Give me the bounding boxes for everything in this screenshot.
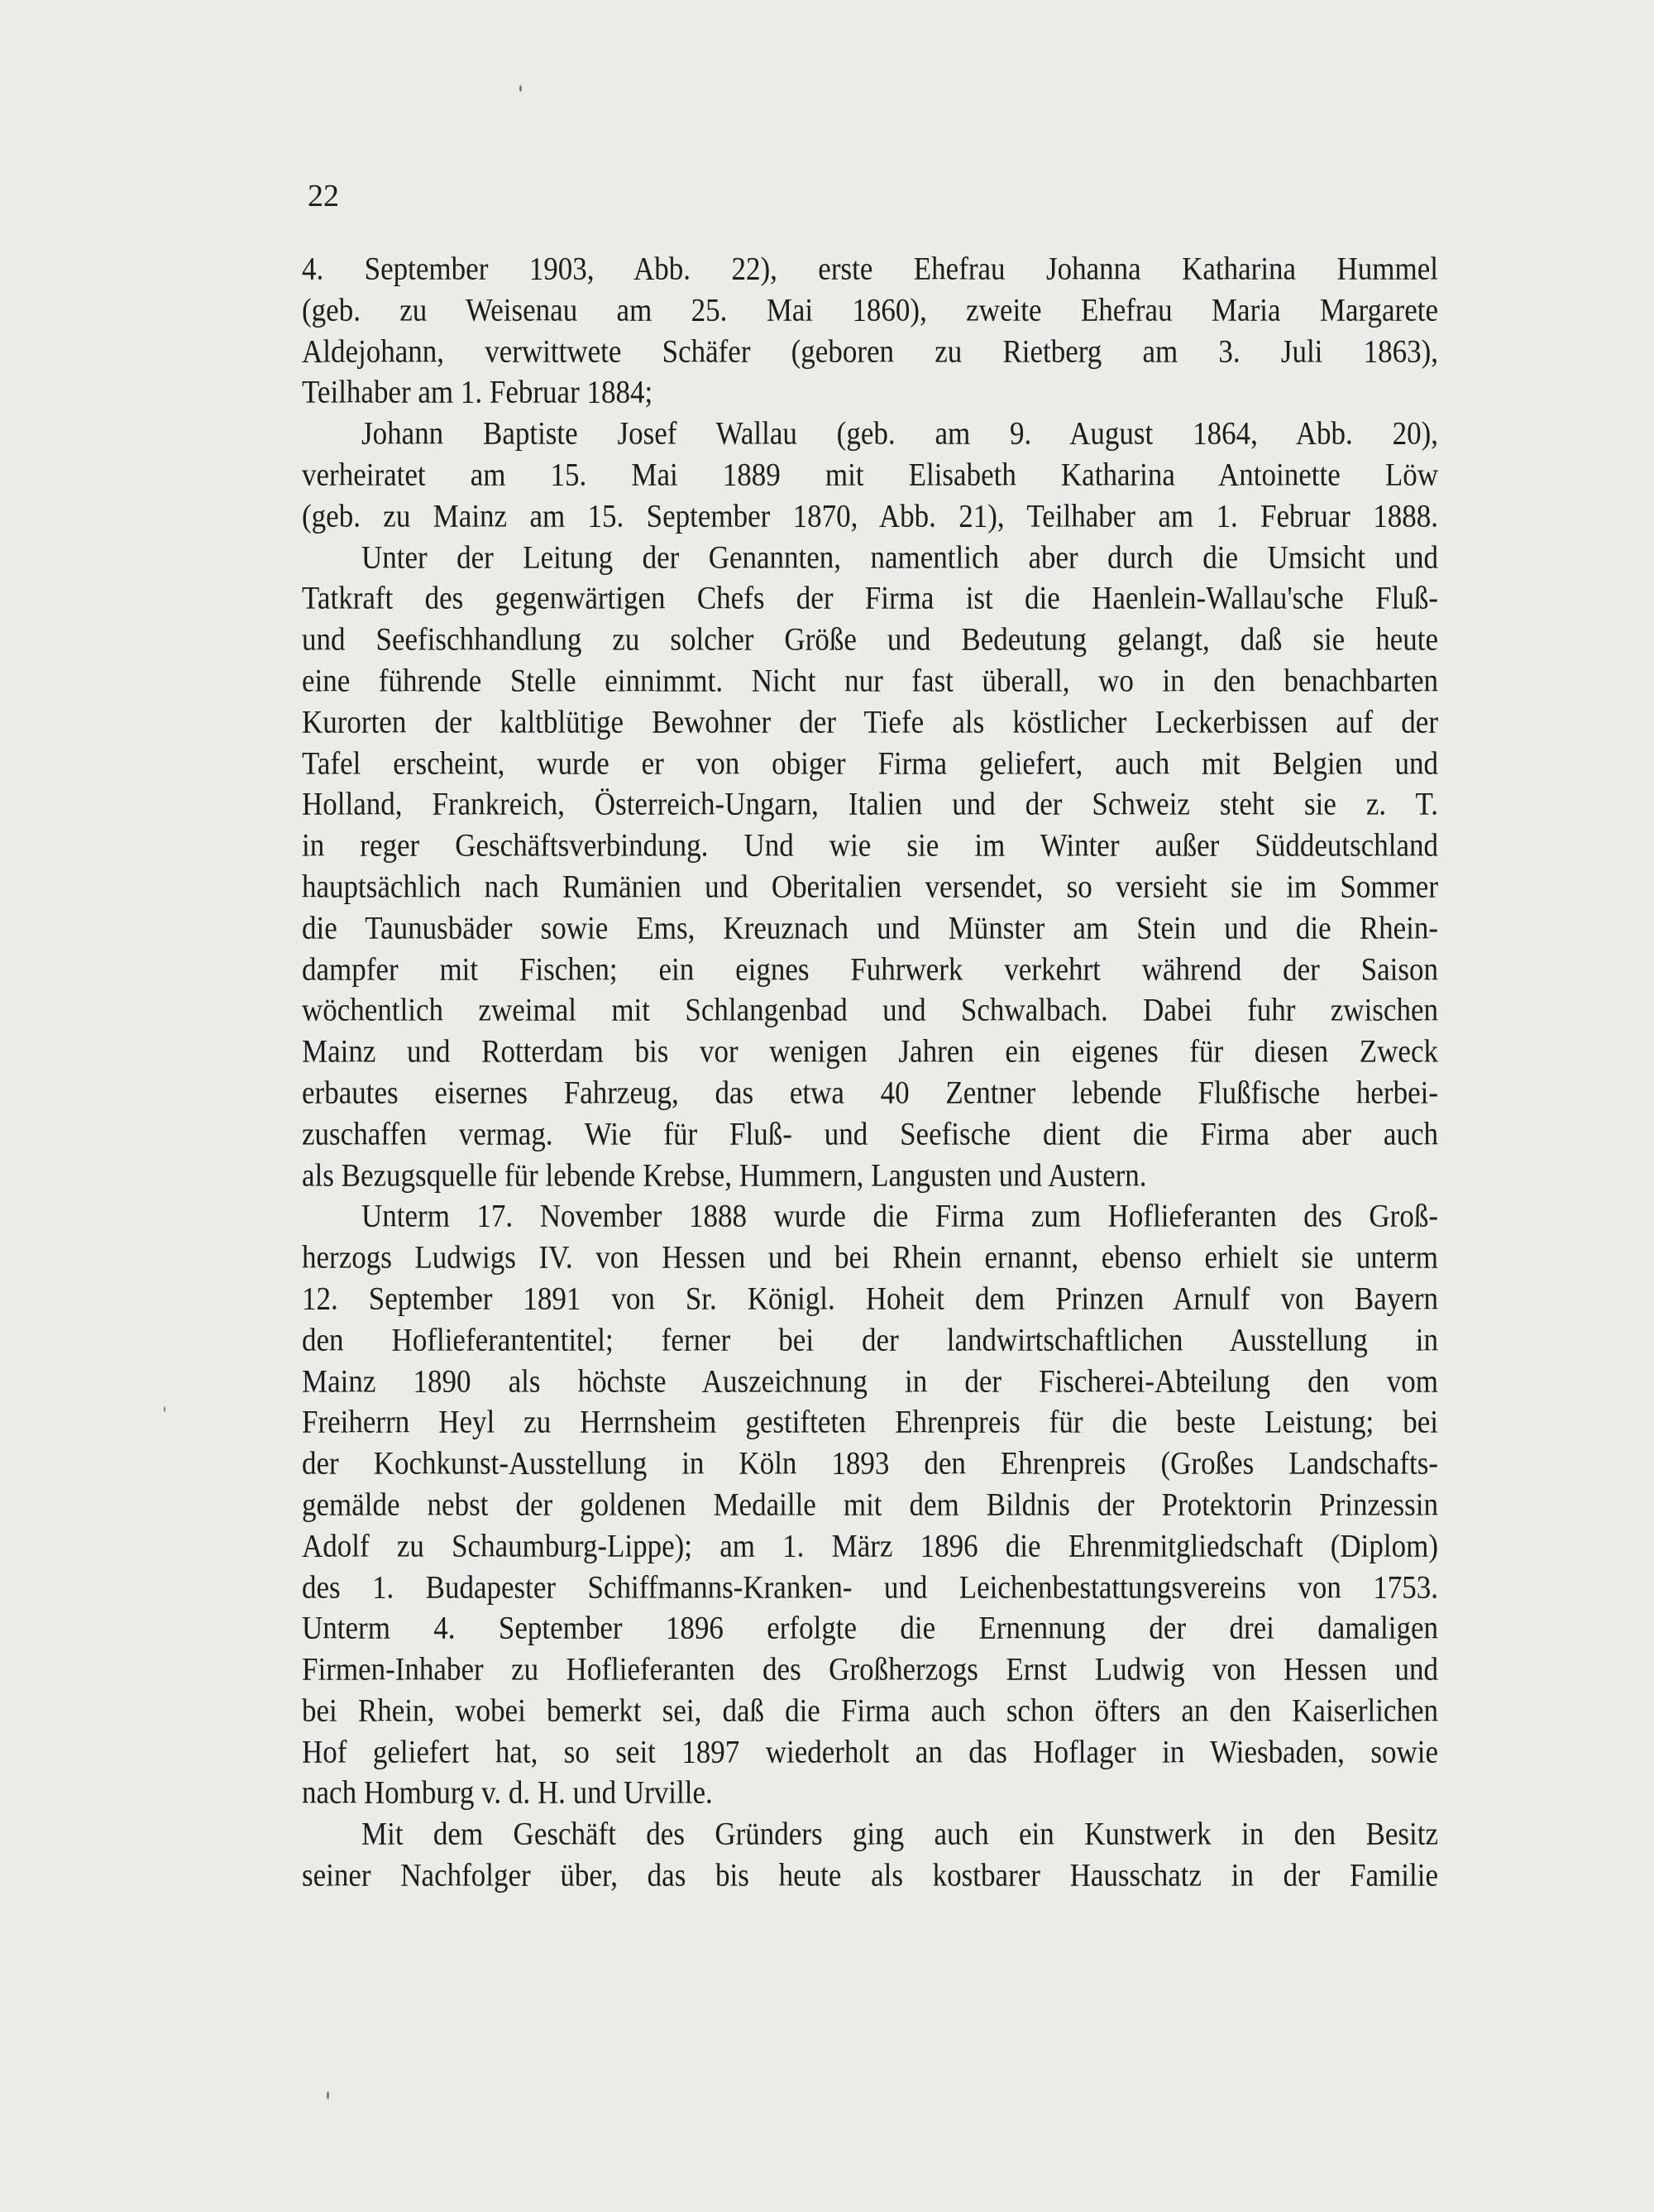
text-line: Unter der Leitung der Genannten, namentlich aber durch die Umsicht und [361,539,1438,575]
text-line: Aldejohann, verwittwete Schäfer (geboren zu Rietberg am 3. Juli 1863), [302,333,1438,369]
page-number: 22 [308,179,339,213]
text-line: Kurorten der kaltblütige Bewohner der Tiefe als köstlicher Leckerbissen auf der [302,703,1438,740]
text-line: wöchentlich zweimal mit Schlangenbad und Schwalbach. Dabei fuhr zwischen [302,991,1438,1028]
text-line: Firmen-Inhaber zu Hoflieferanten des Großherzogs Ernst Ludwig von Hessen und [302,1650,1438,1688]
text-line: Freiherrn Heyl zu Herrnsheim gestifteten Ehrenpreis für die beste Leistung; bei [302,1403,1438,1440]
text-line: zuschaffen vermag. Wie für Fluß- und Seefische dient die Firma aber auch [302,1115,1438,1152]
text-line: Tatkraft des gegenwärtigen Chefs der Firma ist die Haenlein-Wallau'sche Fluß- [302,579,1438,616]
text-line: die Taunusbäder sowie Ems, Kreuznach und Münster am Stein und die Rhein- [302,909,1438,946]
text-line: (geb. zu Mainz am 15. September 1870, Abb. 21), Teilhaber am 1. Februar 1888. [302,497,1438,534]
text-line: nach Homburg v. d. H. und Urville. [302,1774,713,1811]
text-line: seiner Nachfolger über, das bis heute als kostbarer Hausschatz in der Familie [302,1856,1438,1894]
text-line: Mainz und Rotterdam bis vor wenigen Jahren ein eigenes für diesen Zweck [302,1032,1438,1070]
text-line: in reger Geschäftsverbindung. Und wie sie im Winter außer Süddeutschland [302,826,1438,864]
text-line: Mainz 1890 als höchste Auszeichnung in der Fischerei-Abteilung den vom [302,1362,1438,1399]
text-line: Unterm 17. November 1888 wurde die Firma zum Hoflieferanten des Groß- [361,1197,1438,1234]
text-line: hauptsächlich nach Rumänien und Oberitalien versendet, so versieht sie im Sommer [302,868,1438,905]
scan-speck [164,1406,165,1412]
text-line: Teilhaber am 1. Februar 1884; [302,374,653,410]
text-line: Hof geliefert hat, so seit 1897 wiederholt an das Hoflager in Wiesbaden, sowie [302,1733,1438,1769]
text-line: Tafel erscheint, wurde er von obiger Firma geliefert, auch mit Belgien und [302,745,1438,781]
text-line: gemälde nebst der goldenen Medaille mit dem Bildnis der Protektorin Prinzessin [302,1486,1438,1523]
text-line: Adolf zu Schaumburg-Lippe); am 1. März 1896 die Ehrenmitgliedschaft (Diplom) [302,1527,1438,1563]
scan-speck [519,85,522,92]
text-line: als Bezugsquelle für lebende Krebse, Hummern, Langusten und Austern. [302,1156,1147,1193]
text-line: verheiratet am 15. Mai 1889 mit Elisabeth Katharina Antoinette Löw [302,456,1438,493]
text-line: eine führende Stelle einnimmt. Nicht nur fast überall, wo in den benachbarten [302,662,1438,699]
body-text [302,248,1438,1896]
text-line: den Hoflieferantentitel; ferner bei der landwirtschaftlichen Ausstellung in [302,1321,1438,1358]
text-line: und Seefischhandlung zu solcher Größe und Bedeutung gelangt, daß sie heute [302,620,1438,658]
text-line: des 1. Budapester Schiffmanns-Kranken- und Leichenbestattungsvereins von 1753. [302,1568,1438,1605]
text-line: 12. September 1891 von Sr. Königl. Hoheit dem Prinzen Arnulf von Bayern [302,1280,1438,1317]
text-line: herzogs Ludwigs IV. von Hessen und bei Rhein ernannt, ebenso erhielt sie unterm [302,1238,1438,1276]
text-line: Mit dem Geschäft des Gründers ging auch ein Kunstwerk in den Besitz [361,1815,1438,1852]
text-line: Unterm 4. September 1896 erfolgte die Ernennung der drei damaligen [302,1609,1438,1646]
text-line: Johann Baptiste Josef Wallau (geb. am 9. August 1864, Abb. 20), [361,414,1438,452]
text-line: der Kochkunst-Ausstellung in Köln 1893 den Ehrenpreis (Großes Landschafts- [302,1444,1438,1482]
text-line: dampfer mit Fischen; ein eignes Fuhrwerk verkehrt während der Saison [302,950,1438,987]
text-line: (geb. zu Weisenau am 25. Mai 1860), zweite Ehefrau Maria Margarete [302,291,1438,328]
scan-speck [327,2091,329,2099]
text-line: 4. September 1903, Abb. 22), erste Ehefrau Johanna Katharina Hummel [302,250,1438,287]
text-line: erbautes eisernes Fahrzeug, das etwa 40 Zentner lebende Flußfische herbei- [302,1074,1438,1111]
text-line: Holland, Frankreich, Österreich-Ungarn, Italien und der Schweiz steht sie z. T. [302,785,1438,822]
text-line: bei Rhein, wobei bemerkt sei, daß die Firma auch schon öfters an den Kaiserlichen [302,1692,1438,1729]
